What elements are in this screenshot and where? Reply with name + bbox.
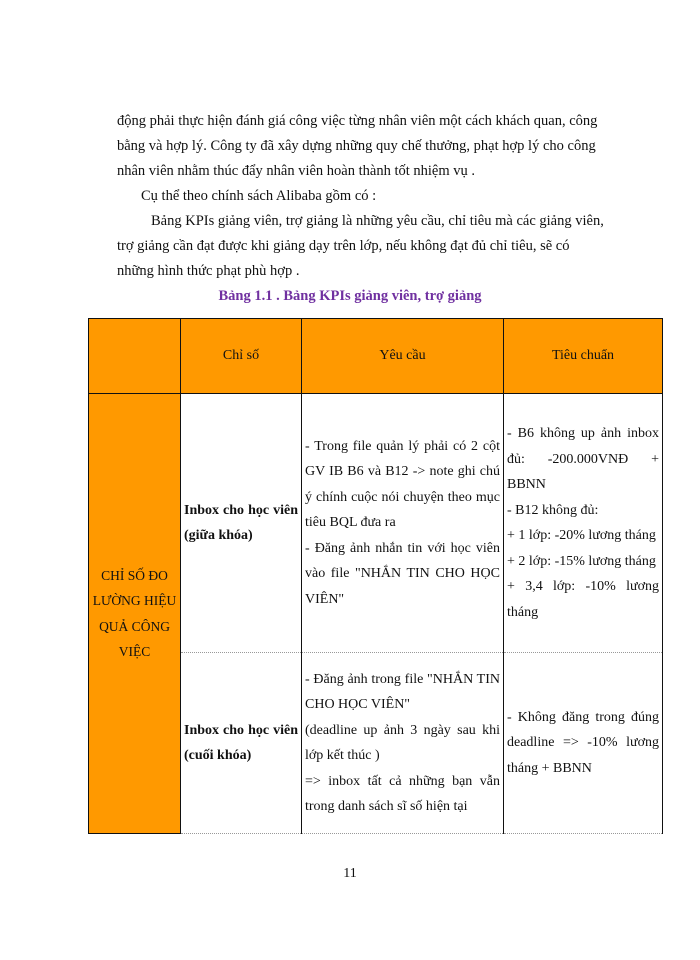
page-number: 11 <box>343 866 357 881</box>
requirement-line: - Trong file quản lý phải có 2 cột GV IB B6 và B12 -> note ghi chú ý chính cuộc nói chuyện theo mục tiêu BQL đưa ra <box>305 438 500 531</box>
indicator-cell: Inbox cho học viên (cuối khóa) <box>181 653 302 834</box>
requirement-line: => inbox tất cả những bạn vẫn trong danh sách sĩ số hiện tại <box>305 773 500 814</box>
table-header-row <box>89 319 663 394</box>
requirement-cell <box>302 653 504 834</box>
requirement-line: - Đăng ảnh nhắn tin với học viên vào file "NHẮN TIN CHO HỌC VIÊN" <box>305 540 500 607</box>
text-line: trợ giảng cần đạt được khi giảng dạy trên lớp, nếu không đạt đủ chỉ tiêu, sẽ có <box>117 238 570 254</box>
body-paragraph-3 <box>117 209 633 284</box>
body-paragraph-1 <box>117 109 633 184</box>
standard-line: + 1 lớp: -20% lương tháng <box>507 528 656 543</box>
row-group-label: CHỈ SỐ ĐO LƯỜNG HIỆU QUẢ CÔNG VIỆC <box>89 394 181 834</box>
header-cell-indicator: Chỉ số <box>181 319 302 394</box>
text-line: động phải thực hiện đánh giá công việc từng nhân viên một cách khách quan, công <box>117 113 598 129</box>
standard-cell <box>504 394 663 653</box>
kpi-table <box>88 318 663 834</box>
body-paragraph-2: Cụ thể theo chính sách Alibaba gồm có : <box>141 188 377 204</box>
standard-line: - B6 không up ảnh inbox đủ: -200.000VNĐ + BBNN <box>507 426 659 492</box>
standard-line: + 3,4 lớp: -10% lương tháng <box>507 579 659 620</box>
requirement-cell <box>302 394 504 653</box>
header-cell-empty <box>89 319 181 394</box>
text-line: Bảng KPIs giảng viên, trợ giảng là những yêu cầu, chỉ tiêu mà các giảng viên, <box>151 213 604 229</box>
table-row <box>89 394 663 653</box>
table-caption: Bảng 1.1 . Bảng KPIs giảng viên, trợ giảng <box>218 288 482 304</box>
header-cell-requirement: Yêu cầu <box>302 319 504 394</box>
indicator-cell: Inbox cho học viên (giữa khóa) <box>181 394 302 653</box>
standard-line: + 2 lớp: -15% lương tháng <box>507 553 656 569</box>
text-line: những hình thức phạt phù hợp . <box>117 263 300 279</box>
standard-line: - Không đăng trong đúng deadline => -10% lương tháng + BBNN <box>507 709 659 776</box>
requirement-line: (deadline up ảnh 3 ngày sau khi lớp kết thúc ) <box>305 722 500 763</box>
requirement-line: - Đăng ảnh trong file "NHẮN TIN CHO HỌC VIÊN" <box>305 671 500 712</box>
text-line: bằng và hợp lý. Công ty đã xây dựng những quy chế thưởng, phạt hợp lý cho công <box>117 138 596 154</box>
text-line: nhân viên nhằm thúc đẩy nhân viên hoàn thành tốt nhiệm vụ . <box>117 163 475 179</box>
standard-cell <box>504 653 663 834</box>
standard-line: - B12 không đủ: <box>507 502 599 518</box>
header-cell-standard: Tiêu chuẩn <box>504 319 663 394</box>
